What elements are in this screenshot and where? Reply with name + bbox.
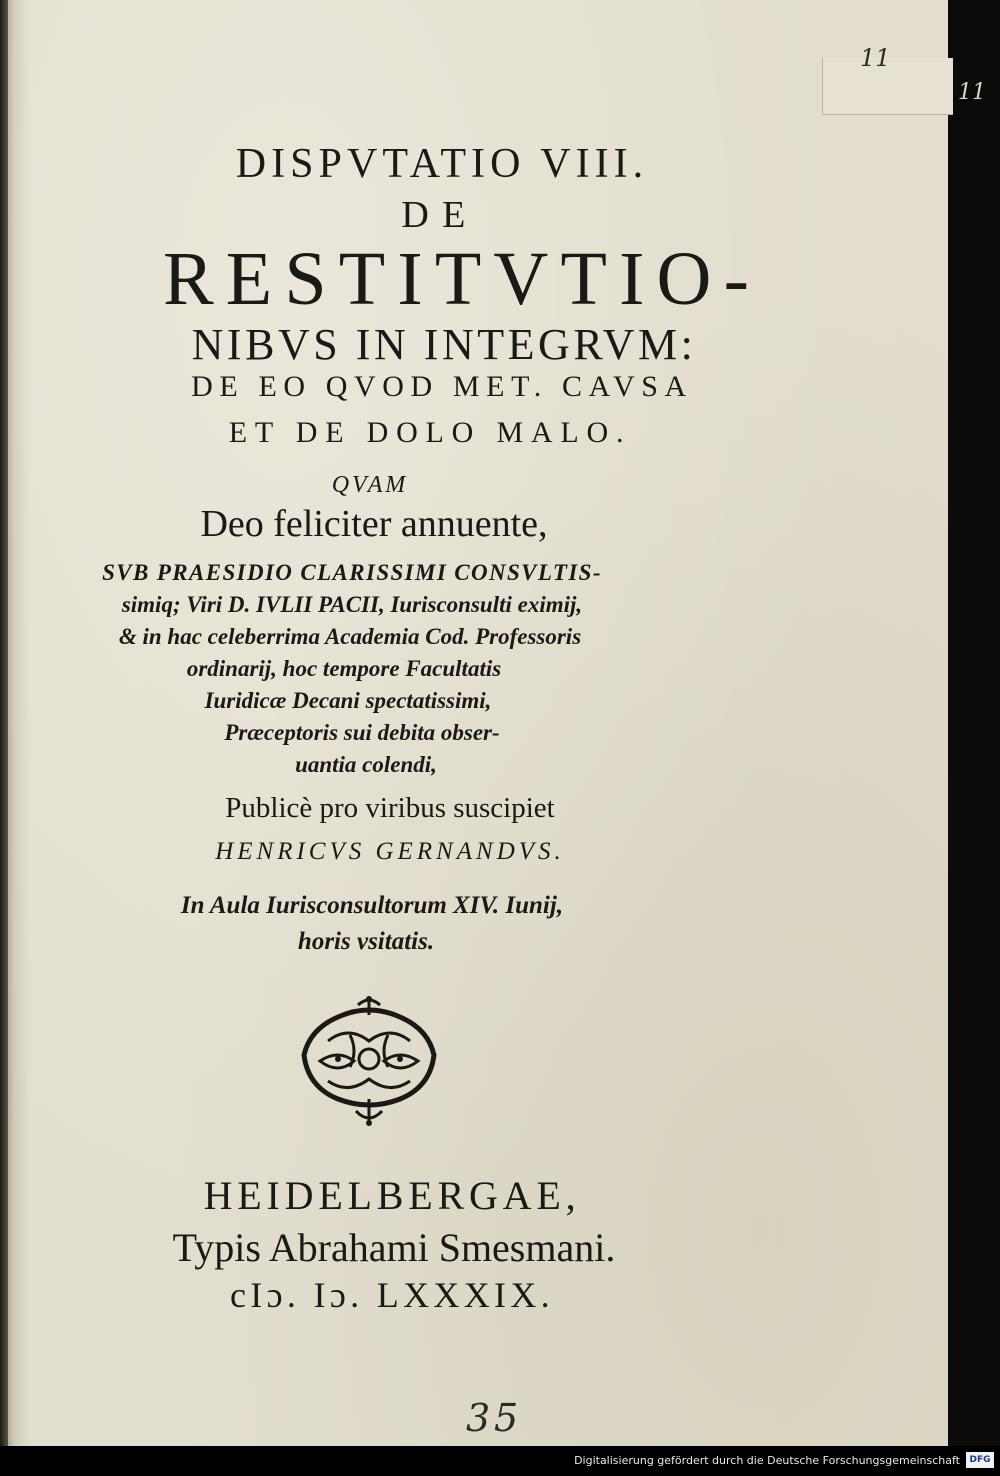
title-nibus-in-integrum: NIBVS IN INTEGRVM: xyxy=(191,320,697,369)
title-et-de-dolo: ET DE DOLO MALO. xyxy=(228,416,632,449)
aula-line: In Aula Iurisconsultorum XIV. Iunij, xyxy=(180,892,564,919)
quam-line: QVAM xyxy=(331,472,409,498)
horis-line: horis vsitatis. xyxy=(297,928,435,955)
academia-line: & in hac celeberrima Academia Cod. Professoris xyxy=(118,624,582,649)
praeses-name-line: simiq; Viri D. IVLII PACII, Iurisconsulti eximij, xyxy=(121,592,583,617)
publice-line: Publicè pro viribus suscipiet xyxy=(225,792,555,824)
pencil-folio-number: 11 xyxy=(860,44,891,72)
title-disputatio: DISPVTATIO VIII. xyxy=(235,141,649,187)
printers-ornament-icon xyxy=(298,995,440,1127)
decani-line: Iuridicæ Decani spectatissimi, xyxy=(204,688,492,713)
colendi-line: uantia colendi, xyxy=(295,752,437,777)
respondent-name: HENRICVS GERNANDVS. xyxy=(215,838,565,865)
facultatis-line: ordinarij, hoc tempore Facultatis xyxy=(186,656,502,681)
imprint-year: cIɔ. Iɔ. LXXXIX. xyxy=(229,1275,554,1315)
imprint-printer: Typis Abrahami Smesmani. xyxy=(172,1225,616,1270)
praeceptoris-line: Præceptoris sui debita obser- xyxy=(224,720,500,745)
pencil-folio-number-tab: 11 xyxy=(958,80,986,105)
title-de: DE xyxy=(401,194,479,236)
pencil-number-bottom: 35 xyxy=(466,1396,522,1440)
dfg-logo-icon: DFG xyxy=(966,1452,994,1468)
title-restitutio: RESTITVTIO- xyxy=(162,237,762,321)
imprint-place: HEIDELBERGAE, xyxy=(203,1173,581,1218)
funding-credit: Digitalisierung gefördert durch die Deutsche Forschungsgemeinschaft xyxy=(574,1454,960,1467)
title-de-eo-quod: DE EO QVOD MET. CAVSA xyxy=(191,370,693,403)
deo-feliciter-line: Deo feliciter annuente, xyxy=(200,503,548,545)
sub-praesidio-line: SVB PRAESIDIO CLARISSIMI CONSVLTIS- xyxy=(102,560,602,585)
digitization-footer xyxy=(0,1446,1000,1476)
